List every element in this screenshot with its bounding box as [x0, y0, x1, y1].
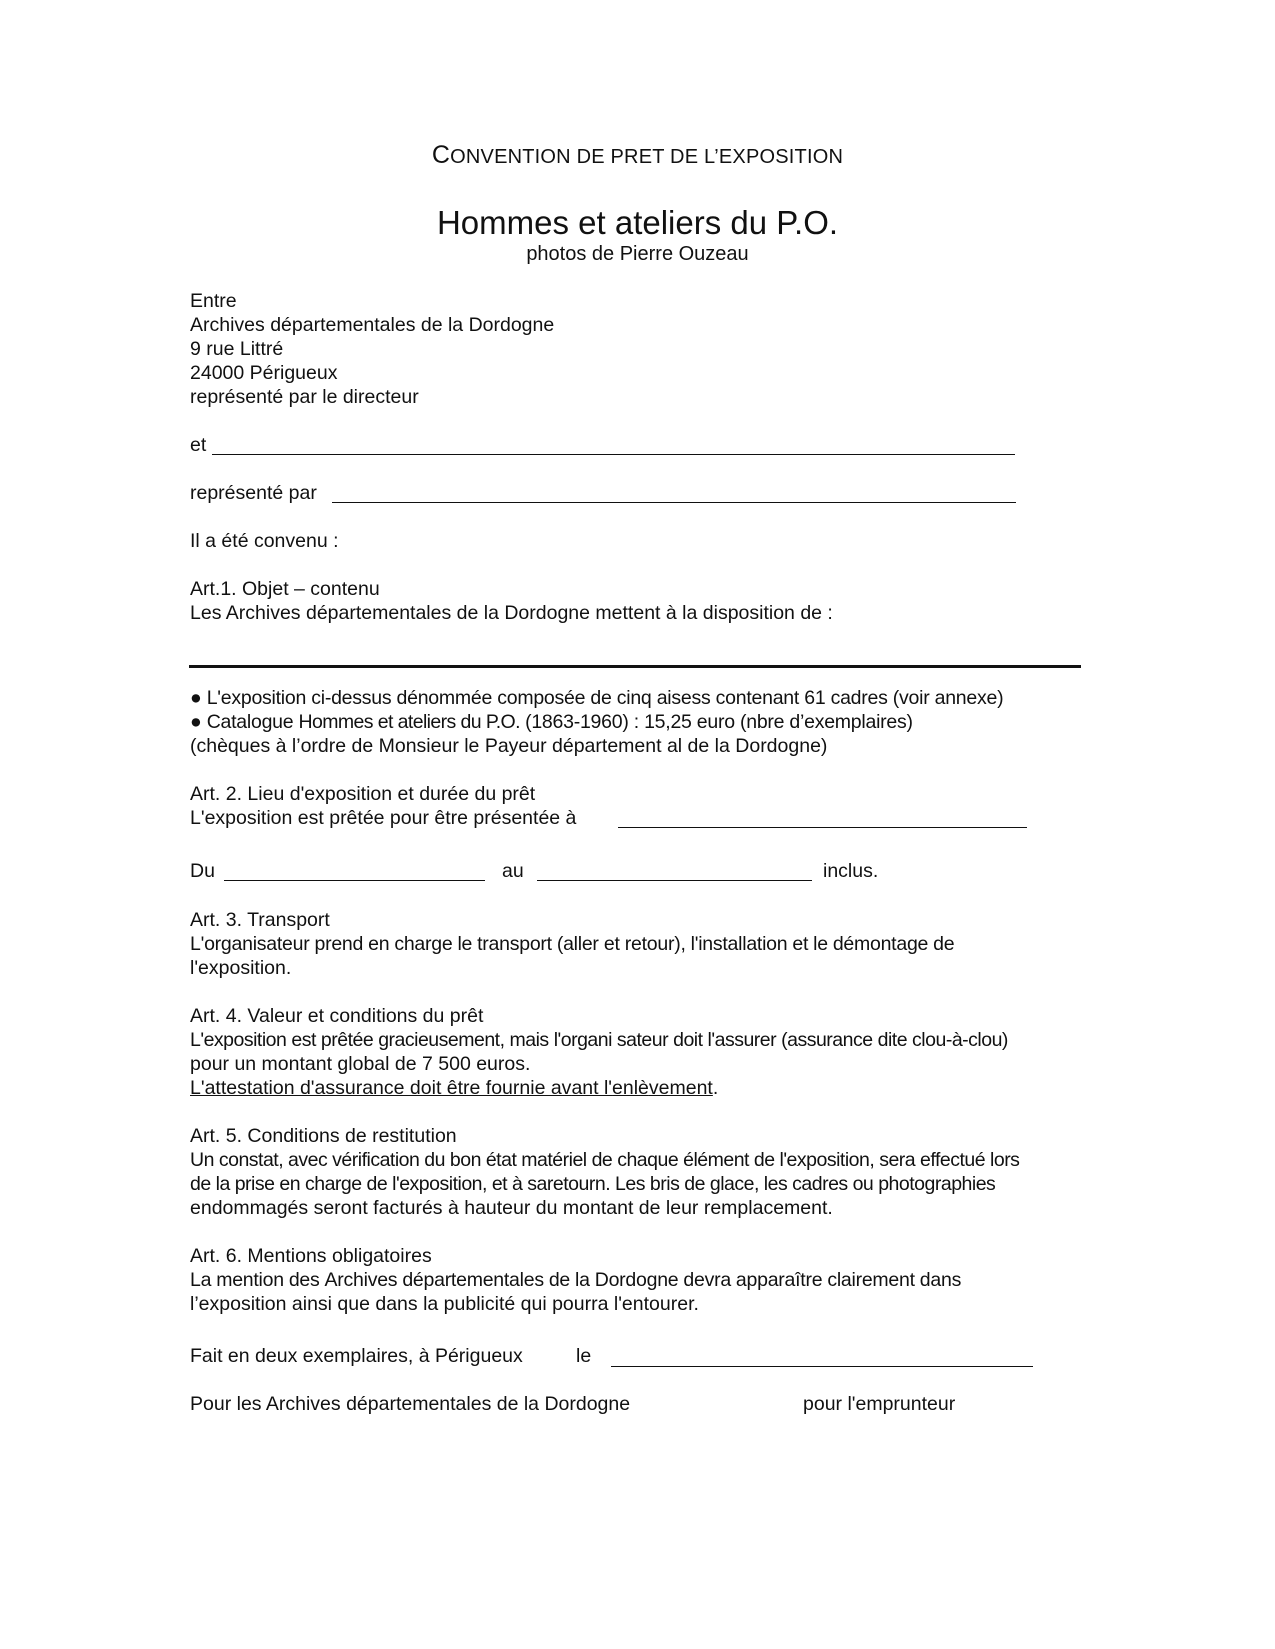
art5-heading: Art. 5. Conditions de restitution [190, 1125, 457, 1147]
cheques-overlap-2: al de [666, 735, 710, 757]
art4-overlap-2: sate [616, 1029, 652, 1051]
art1-overlap-2: à la [665, 602, 698, 624]
cheques-text-a: (chèques à l’ordre de Monsieur le Payeur départe [190, 735, 619, 757]
art5-ov3b: n [594, 1173, 606, 1195]
art5-overlap-3 [547, 1173, 605, 1195]
art5-l2-a: de la prise en charge de l'exposition, et à sa [190, 1173, 547, 1195]
art3-overlap [574, 933, 620, 955]
art5-ov5b: leur re [665, 1197, 722, 1219]
word: clou-à-clou) [912, 1029, 1008, 1051]
art6-ov1a: ordo [608, 1269, 647, 1291]
art1-text [190, 601, 833, 625]
art5-text-line3 [190, 1196, 833, 1220]
art5-l1-a: Un constat, avec vérification du bon état maté [190, 1149, 563, 1171]
borrower-representative-field[interactable] [332, 502, 1016, 503]
insurance-note-end: . [712, 1077, 719, 1099]
art3-overlap-2: et [603, 933, 620, 955]
borrower-name-field[interactable] [212, 454, 1015, 455]
art1-heading: Art.1. Objet – contenu [190, 578, 380, 600]
art4-overlap [571, 1029, 652, 1051]
du-label: Du [190, 860, 215, 882]
exhibition-location-field[interactable] [618, 827, 1027, 828]
word: le [813, 933, 828, 955]
cheques-overlap [618, 735, 709, 757]
exhibition-title: Hommes et ateliers du P.O. [436, 204, 839, 241]
art5-ov1b: de [591, 1149, 613, 1171]
art3-text-line1 [190, 932, 954, 956]
word-overlap [595, 1269, 679, 1291]
word: l'installation [690, 933, 788, 955]
bullet1-text-b: s contenant 61 cadres (voir annexe) [700, 687, 1004, 709]
exhibition-subtitle: photos de Pierre Ouzeau [526, 243, 749, 265]
art1-bullet-catalogue [190, 710, 913, 734]
word: dite [877, 1029, 908, 1051]
word: départementales [402, 1269, 544, 1291]
le-label: le [576, 1345, 592, 1367]
art6-heading: Art. 6. Mentions obligatoires [190, 1245, 432, 1267]
signature-date-field[interactable] [611, 1366, 1033, 1367]
art5-l3-a: endommagés seront facturés à hauteur du mont [190, 1197, 607, 1219]
word: apparaître [735, 1269, 823, 1291]
art3-text-line2: l'exposition. [190, 957, 292, 979]
bullet2-text-c: ) [906, 711, 913, 733]
bullet1-overlap [617, 687, 701, 709]
bullet1-overlap-2: aises [656, 687, 701, 709]
word: l'assurer [707, 1029, 777, 1051]
word: est [291, 1029, 316, 1051]
word: et [792, 933, 809, 955]
art5-l3-b: mplacement. [721, 1197, 833, 1219]
art5-ov4b: phies [951, 1173, 996, 1195]
bullet2-text-a: ● Catalogue [190, 711, 294, 733]
art5-text-line2 [190, 1172, 995, 1196]
et-label: et [190, 434, 207, 456]
word: de [933, 933, 955, 955]
art5-l2-b: . Les bris de glace, les cadres ou photo [605, 1173, 925, 1195]
art5-ov2b: lors [990, 1149, 1020, 1171]
word: (assurance [781, 1029, 873, 1051]
art6-text-line2 [190, 1292, 699, 1316]
insurance-note-a: L'attestation d'assurance doit être fournie av [190, 1077, 572, 1099]
art6-overlap-2 [585, 1293, 644, 1315]
word-overlap [554, 1029, 668, 1051]
art1-overlap-1: ttent [622, 602, 661, 624]
art5-ov5a: ant de [606, 1197, 661, 1219]
bullet1-overlap-1: cinq [616, 687, 652, 709]
art4-text-line3 [190, 1076, 718, 1100]
org-name: Archives départementales de la Dordogne [190, 314, 555, 336]
art4-overlap-b2: enlè [612, 1077, 649, 1099]
bullet2-text-b: (1863-1960) : 15,25 euro (nbre d’exemplaires [519, 711, 907, 733]
word: mention [216, 1269, 284, 1291]
start-date-field[interactable] [224, 880, 485, 881]
art4-text-line1 [190, 1028, 1008, 1052]
entre-label: Entre [190, 290, 237, 312]
art1-bullet-exhibition [190, 686, 1003, 710]
art5-text-line1 [190, 1148, 1019, 1172]
art5-overlap-2 [964, 1149, 1019, 1171]
convention-title-apostrophe: ’ [714, 146, 719, 168]
word: dans [919, 1269, 962, 1291]
word: l'o [553, 1029, 572, 1051]
catalogue-title: Hommes et ateliers du P.O. [298, 711, 520, 733]
word: retour), [624, 933, 686, 955]
art3-heading: Art. 3. Transport [190, 909, 330, 931]
art5-overlap-4 [925, 1173, 996, 1195]
word: transport [477, 933, 552, 955]
art4-text-line2: pour un montant global de 7 500 euros. [190, 1053, 531, 1075]
art5-ov2a: ué [964, 1149, 986, 1171]
art5-overlap-5 [606, 1197, 721, 1219]
insurance-note [190, 1077, 713, 1099]
word: mais [509, 1029, 549, 1051]
word-overlap [557, 933, 686, 955]
convention-title-initial: C [431, 141, 451, 169]
word: D [594, 1269, 609, 1291]
art5-ov1a: riel [562, 1149, 587, 1171]
art6-ov2a: rra [584, 1293, 609, 1315]
made-in-label: Fait en deux exemplaires, à Périgueux [190, 1345, 523, 1367]
art1-cheques-note [190, 734, 827, 758]
represented-by-label: représenté par [190, 482, 317, 504]
word: clairement [827, 1269, 915, 1291]
word: la [575, 1269, 590, 1291]
word: le [457, 933, 473, 955]
inclus-label: inclus. [823, 860, 879, 882]
bullet1-text-a: ● L'exposition ci-dessus dénommée composée de [190, 687, 617, 709]
art4-heading: Art. 4. Valeur et conditions du prêt [190, 1005, 484, 1027]
signature-right-label: pour l'emprunteur [803, 1393, 956, 1415]
art5-ov3a: retour [546, 1173, 595, 1195]
art2-heading: Art. 2. Lieu d'exposition et durée du prêt [190, 783, 536, 805]
art1-text-a: Les Archives départementales de la Dordogne me [190, 602, 623, 624]
art5-overlap-1 [563, 1149, 613, 1171]
word: charge [394, 933, 453, 955]
word: doit [673, 1029, 703, 1051]
org-city: 24000 Périgueux [190, 362, 338, 384]
art6-l2-b: tourer. [643, 1293, 699, 1315]
word: L'organisateur [190, 933, 310, 955]
art4-overlap-1: rgani [571, 1029, 612, 1051]
org-street: 9 rue Littré [190, 338, 284, 360]
word: La [190, 1269, 212, 1291]
art4-overlap-b1: ant l' [571, 1077, 613, 1099]
art5-ov4a: gra [924, 1173, 952, 1195]
word: (a [556, 933, 574, 955]
word: de [548, 1269, 571, 1291]
word: prend [314, 933, 364, 955]
art6-ov2b: l'en [613, 1293, 644, 1315]
art3-overlap-1: ller [573, 933, 599, 955]
word: prêtée [320, 1029, 374, 1051]
au-label: au [502, 860, 524, 882]
art2-location-label: L'exposition est prêtée pour être présentée à [190, 807, 577, 829]
word: devra [683, 1269, 731, 1291]
signature-left-label: Pour les Archives départementales de la Dordogne [190, 1393, 631, 1415]
end-date-field[interactable] [537, 880, 812, 881]
word: ur [651, 1029, 669, 1051]
cheques-text-b: la Dordogne) [709, 735, 828, 757]
convention-title [0, 141, 1275, 170]
insurance-note-b: vement [648, 1077, 713, 1099]
art5-l1-b: chaque élément de l'exposition, sera effect [617, 1149, 965, 1171]
word: gracieusement, [378, 1029, 505, 1051]
art1-text-b: disposition de : [702, 602, 833, 624]
agreed-label: Il a été convenu : [190, 530, 339, 552]
word: Archives [324, 1269, 398, 1291]
convention-title-text: ONVENTION DE PRET DE L [450, 146, 715, 168]
cheques-overlap-1: ment [618, 735, 662, 757]
word: en [368, 933, 390, 955]
art6-l2-a: l’exposition ainsi que dans la publicité qui pou [190, 1293, 585, 1315]
art6-ov1b: gne [646, 1269, 679, 1291]
art6-text-line1 [190, 1268, 961, 1292]
art4-overlap-b [571, 1077, 648, 1099]
word: des [288, 1269, 320, 1291]
word: L'exposition [190, 1029, 287, 1051]
word: démontage [832, 933, 929, 955]
art1-overlap [623, 602, 698, 624]
art6-overlap [609, 1269, 679, 1291]
convention-title-end: EXPOSITION [718, 146, 844, 168]
org-representative: représenté par le directeur [190, 386, 419, 408]
horizontal-rule [189, 665, 1081, 668]
